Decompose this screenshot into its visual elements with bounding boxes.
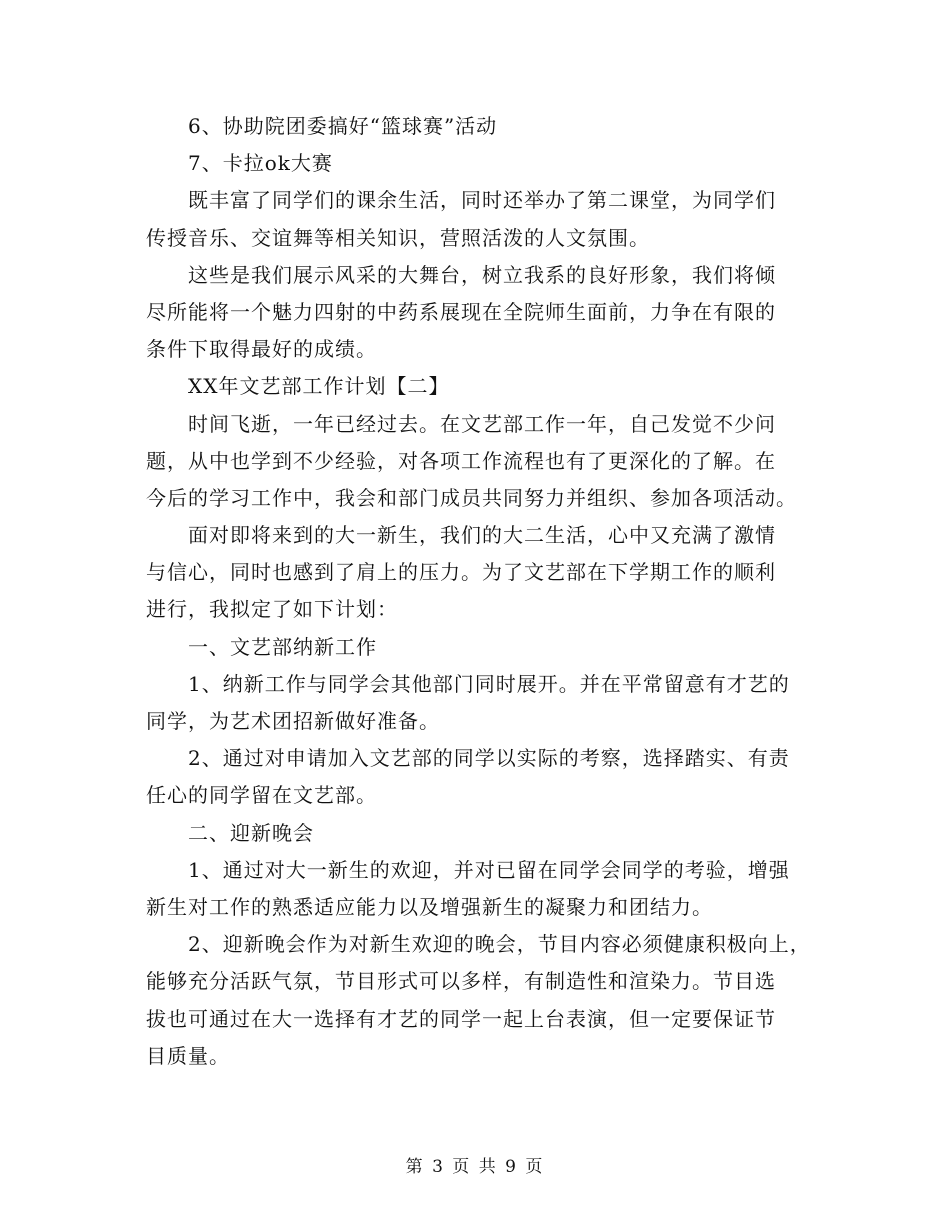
body-line: 题，从中也学到不少经验，对各项工作流程也有了更深化的了解。在 [146, 448, 776, 473]
body-line: 与信心，同时也感到了肩上的压力。为了文艺部在下学期工作的顺利 [146, 560, 776, 585]
body-line: 传授音乐、交谊舞等相关知识，营照活泼的人文氛围。 [146, 225, 650, 250]
body-line: 今后的学习工作中，我会和部门成员共同努力并组织、参加各项活动。 [146, 485, 797, 510]
section-heading: 一、文艺部纳新工作 [188, 634, 377, 659]
body-line: 任心的同学留在文艺部。 [146, 783, 377, 808]
section-title: XX年文艺部工作计划【二】 [188, 374, 450, 399]
body-line: 这些是我们展示风采的大舞台，树立我系的良好形象，我们将倾 [188, 262, 776, 287]
section-heading: 二、迎新晚会 [188, 820, 314, 845]
body-line: 7、卡拉ok大赛 [188, 151, 333, 176]
body-line: 同学，为艺术团招新做好准备。 [146, 709, 440, 733]
body-line: 既丰富了同学们的课余生活，同时还举办了第二课堂，为同学们 [188, 188, 776, 213]
body-line: 面对即将来到的大一新生，我们的大二生活，心中又充满了激情 [188, 523, 776, 548]
body-line: 新生对工作的熟悉适应能力以及增强新生的凝聚力和团结力。 [146, 894, 713, 919]
body-line: 能够充分活跃气氛，节目形式可以多样，有制造性和渲染力。节目选 [146, 969, 776, 994]
body-line: 2、通过对申请加入文艺部的同学以实际的考察，选择踏实、有责 [188, 746, 790, 771]
document-body [146, 108, 810, 1075]
body-line: 尽所能将一个魅力四射的中药系展现在全院师生面前，力争在有限的 [146, 299, 776, 324]
body-line: 拔也可通过在大一选择有才艺的同学一起上台表演，但一定要保证节 [146, 1006, 776, 1031]
page-number: 第 3 页 共 9 页 [405, 1157, 545, 1177]
body-line: 1、纳新工作与同学会其他部门同时展开。并在平常留意有才艺的 [188, 671, 790, 696]
body-line: 2、迎新晚会作为对新生欢迎的晚会，节目内容必须健康积极向上， [188, 932, 811, 957]
body-line: 6、协助院团委搞好“篮球赛”活动 [188, 114, 498, 138]
body-line: 条件下取得最好的成绩。 [146, 337, 377, 362]
body-line: 1、通过对大一新生的欢迎，并对已留在同学会同学的考验，增强 [188, 857, 790, 882]
body-line: 进行，我拟定了如下计划： [146, 597, 398, 622]
body-line: 时间飞逝，一年已经过去。在文艺部工作一年，自己发觉不少问 [188, 411, 776, 436]
body-line: 目质量。 [146, 1043, 230, 1068]
